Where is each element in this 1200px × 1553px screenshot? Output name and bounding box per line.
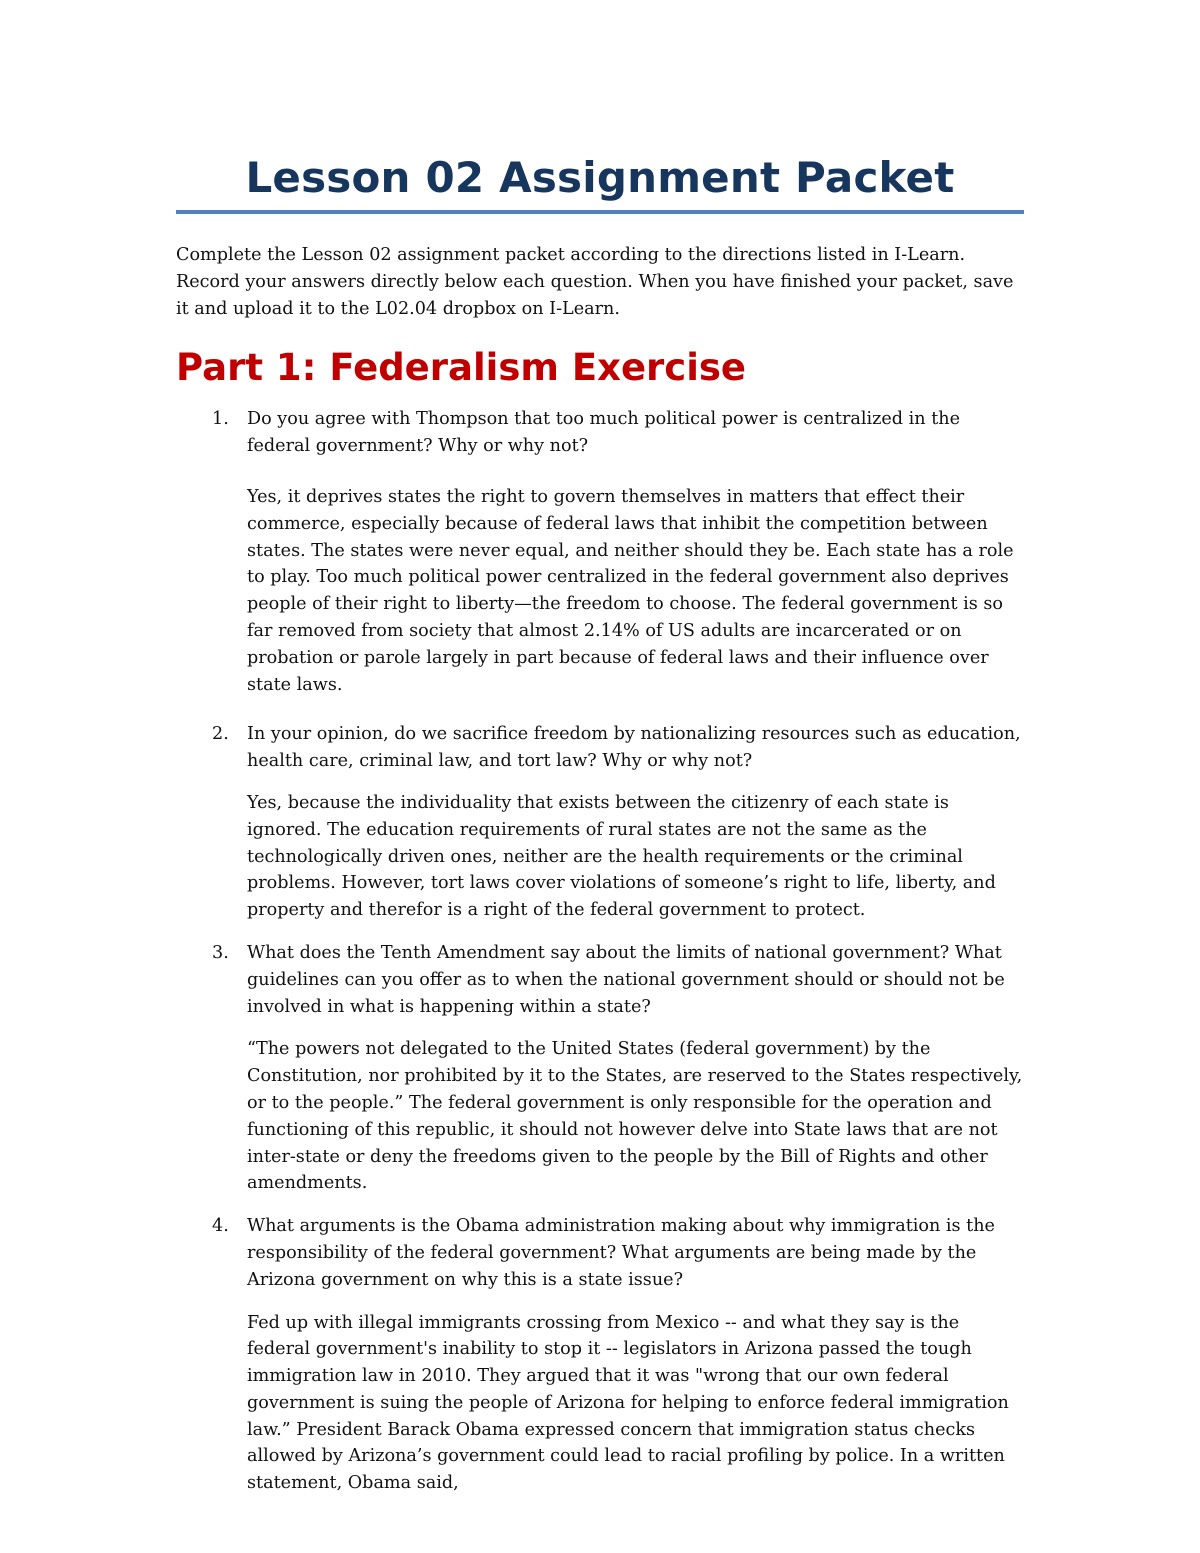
question-item-4: [176, 1213, 1024, 1497]
question-item-3: [176, 940, 1024, 1197]
intro-paragraph: Complete the Lesson 02 assignment packet according to the directions listed in I-Learn. Record your answers directly below each question. When you have finished your packet, save it and upload it to the L02.04 dropbox on I-Learn.: [176, 245, 1014, 319]
answer-text: Yes, because the individuality that exists between the citizenry of each state is ignored. The education requirements of rural states are not the same as the technologically driven ones, neither are the health requirements or the criminal problems. However, tort laws cover violations of someone’s right to life, liberty, and property and therefor is a right of the federal government to protect.: [247, 792, 996, 921]
question-number: 3.: [212, 942, 229, 963]
question-number: 4.: [212, 1216, 229, 1237]
title-underline: [176, 210, 1024, 214]
question-text: Do you agree with Thompson that too much political power is centralized in the federal government? Why or why not?: [247, 409, 961, 457]
question-item-1: [176, 406, 1024, 698]
question-text: What does the Tenth Amendment say about the limits of national government? What guidelines can you offer as to when the national government should or should not be involved in what is happening within a state?: [247, 942, 1005, 1017]
answer-text: Fed up with illegal immigrants crossing from Mexico -- and what they say is the federal government's inability to stop it -- legislators in Arizona passed the tough immigration law in 2010. They argued that it was "wrong that our own federal government is suing the people of Arizona for helping to enforce federal immigration law.” President Barack Obama expressed concern that immigration status checks allowed by Arizona’s government could lead to racial profiling by police. In a written statement, Obama said,: [247, 1312, 1009, 1494]
question-number: 2.: [212, 724, 229, 745]
answer-text: Yes, it deprives states the right to govern themselves in matters that effect their commerce, especially because of federal laws that inhibit the competition between states. The states were never equal, and neither should they be. Each state has a role to play. Too much political power centralized in the federal government also deprives people of their right to liberty—the freedom to choose. The federal government is so far removed from society that almost 2.14% of US adults are incarcerated or on probation or parole largely in part because of federal laws and their influence over state laws.: [247, 486, 1014, 695]
answer-text: “The powers not delegated to the United States (federal government) by the Constitution, nor prohibited by it to the States, are reserved to the States respectively, or to the people.” The federal government is only responsible for the operation and functioning of this republic, it should not however delve into State laws that are not inter-state or deny the freedoms given to the people by the Bill of Rights and other amendments.: [247, 1039, 1023, 1194]
document-content: [176, 150, 1024, 1497]
page-title: Lesson 02 Assignment Packet: [245, 153, 955, 202]
question-item-2: [176, 721, 1024, 924]
question-text: What arguments is the Obama administration making about why immigration is the responsibility of the federal government? What arguments are being made by the Arizona government on why this is a state issue?: [247, 1216, 995, 1290]
question-list: [176, 406, 1024, 1497]
section-heading: Part 1: Federalism Exercise: [176, 346, 747, 390]
question-text: In your opinion, do we sacrifice freedom by nationalizing resources such as education, health care, criminal law, and tort law? Why or why not?: [247, 724, 1021, 772]
question-number: 1.: [212, 409, 229, 430]
